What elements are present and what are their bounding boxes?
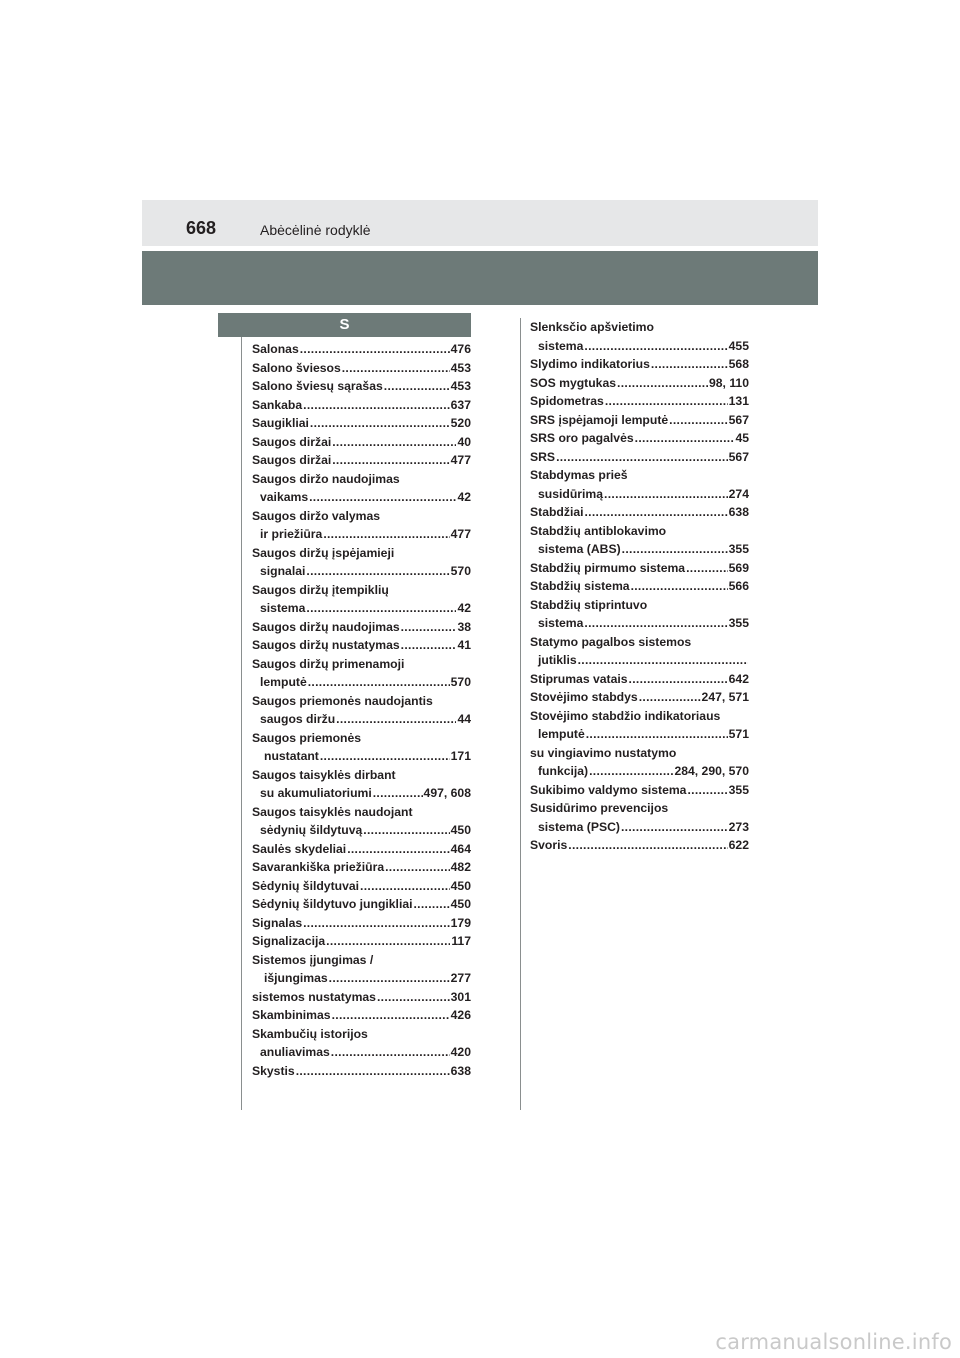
- page-reference: 117: [451, 934, 471, 948]
- index-entry-heading: Susidūrimo prevencijos: [530, 801, 669, 815]
- index-entry: [252, 969, 471, 988]
- page-reference: 355: [728, 542, 749, 556]
- letter-heading: S: [218, 313, 471, 337]
- index-term: Salono šviesų sąrašas: [252, 379, 383, 393]
- index-entry: [530, 836, 749, 855]
- page-reference: 450: [450, 897, 471, 911]
- index-entry-heading: Saugos diržų įspėjamieji: [252, 545, 395, 560]
- dot-leader: [568, 836, 727, 855]
- dot-leader: [617, 374, 708, 393]
- index-term: lemputė: [260, 675, 307, 689]
- index-entry: [252, 396, 471, 415]
- index-entry-heading: Statymo pagalbos sistemos: [530, 634, 692, 649]
- index-entry: [252, 359, 471, 378]
- dot-leader: [373, 784, 423, 803]
- index-term: sistema (PSC): [538, 819, 620, 834]
- dot-leader: [401, 636, 457, 655]
- index-term: sistemos nustatymas: [252, 989, 376, 1004]
- dot-leader: [331, 1043, 450, 1062]
- page-reference: 247, 571: [701, 690, 749, 704]
- index-term: Saugos diržų nustatymas: [252, 638, 400, 652]
- dot-leader: [629, 670, 728, 689]
- page-reference: 277: [450, 971, 471, 985]
- page-reference: 40: [457, 434, 471, 449]
- index-entry-heading: Saugos diržo naudojimas: [252, 471, 400, 486]
- page-reference: 569: [728, 560, 749, 575]
- dot-leader: [320, 747, 450, 766]
- index-entry: [530, 818, 749, 837]
- index-term: lemputė: [538, 727, 585, 741]
- page-reference: 420: [450, 1045, 471, 1059]
- index-entry: [252, 914, 471, 933]
- page-reference: 355: [728, 616, 749, 630]
- index-entry: [530, 337, 749, 356]
- dot-leader: [585, 503, 728, 522]
- page-reference: 42: [457, 490, 471, 504]
- index-entry: [252, 821, 471, 840]
- header-bar: [142, 200, 818, 246]
- index-term: Saugos diržai: [252, 453, 332, 467]
- page-reference: 520: [450, 416, 471, 430]
- dot-leader: [332, 451, 449, 470]
- page-reference: 570: [450, 564, 471, 578]
- index-entry: [530, 429, 749, 448]
- index-entry: [252, 488, 471, 507]
- watermark: carmanualsonline.info: [715, 1330, 952, 1354]
- index-term: Sėdynių šildytuvo jungikliai: [252, 897, 413, 911]
- index-entry: [530, 392, 749, 411]
- dot-leader: [669, 411, 727, 430]
- index-term: su akumuliatoriumi: [260, 786, 372, 800]
- page-reference: 450: [450, 823, 471, 837]
- dot-leader: [323, 525, 449, 544]
- index-entry-heading: Skambučių istorijos: [252, 1026, 368, 1041]
- index-term: Slydimo indikatorius: [530, 357, 650, 371]
- page-reference: 482: [450, 860, 471, 874]
- left-index-column: [252, 340, 471, 1080]
- index-term: išjungimas: [264, 971, 328, 985]
- index-term: nustatant: [264, 749, 319, 763]
- dot-leader: [651, 355, 728, 374]
- dot-leader: [347, 840, 449, 859]
- dot-leader: [639, 688, 701, 707]
- page-reference: 41: [457, 638, 471, 652]
- index-term: sistema (ABS): [538, 542, 621, 556]
- page-reference: 44: [457, 712, 471, 726]
- page-reference: 477: [450, 527, 471, 541]
- index-term: Svoris: [530, 838, 568, 852]
- index-term: Spidometras: [530, 394, 604, 408]
- index-term: Stabdžių pirmumo sistema: [530, 560, 686, 575]
- page-reference: 355: [728, 782, 749, 797]
- index-entry-heading: Stovėjimo stabdžio indikatoriaus: [530, 708, 721, 723]
- index-term: SRS: [530, 449, 556, 464]
- dot-leader: [631, 577, 728, 596]
- index-entry: [530, 411, 749, 430]
- index-term: saugos diržu: [260, 712, 336, 726]
- page-reference: 622: [728, 838, 749, 852]
- index-term: Stabdžių sistema: [530, 579, 630, 593]
- dot-leader: [336, 710, 456, 729]
- dot-leader: [686, 559, 728, 578]
- header-band: [142, 251, 818, 305]
- index-entry-heading: Stabdžių stiprintuvo: [530, 597, 648, 612]
- index-entry: [530, 503, 749, 522]
- page-reference: 455: [728, 338, 749, 353]
- page-reference: 638: [728, 505, 749, 519]
- page-reference: 426: [450, 1008, 471, 1022]
- index-entry: [252, 877, 471, 896]
- page-reference: 638: [450, 1063, 471, 1078]
- index-term: Saulės skydeliai: [252, 841, 347, 856]
- index-entry-heading: Saugos diržo valymas: [252, 508, 381, 523]
- index-term: Savarankiška priežiūra: [252, 860, 385, 874]
- index-entry-heading: Saugos diržų primenamoji: [252, 656, 405, 671]
- index-term: Signalas: [252, 915, 303, 930]
- index-entry: [530, 448, 749, 467]
- page-reference: 453: [450, 360, 471, 375]
- page-reference: 567: [728, 412, 749, 427]
- dot-leader: [300, 340, 450, 359]
- index-term: sistema: [538, 338, 584, 353]
- index-entry: [252, 1006, 471, 1025]
- dot-leader: [401, 618, 457, 637]
- index-entry-heading: Sistemos įjungimas /: [252, 952, 374, 967]
- dot-leader: [556, 448, 728, 467]
- index-entry: [530, 688, 749, 707]
- left-column-rule: [241, 337, 242, 1110]
- index-entry: [252, 988, 471, 1007]
- page-reference: 476: [450, 342, 471, 356]
- page-reference: 642: [728, 671, 749, 686]
- dot-leader: [622, 540, 728, 559]
- index-entry: [530, 670, 749, 689]
- page-reference: 171: [450, 749, 471, 763]
- dot-leader: [332, 433, 456, 452]
- dot-leader: [363, 821, 449, 840]
- index-entry: [252, 784, 471, 803]
- index-term: Salonas: [252, 342, 299, 356]
- index-entry: [530, 762, 749, 781]
- index-term: Skambinimas: [252, 1008, 331, 1022]
- page-reference: 179: [450, 915, 471, 930]
- index-entry-heading: Saugos priemonės: [252, 730, 362, 745]
- index-entry: [252, 414, 471, 433]
- index-term: Sėdynių šildytuvai: [252, 878, 360, 893]
- dot-leader: [584, 614, 727, 633]
- index-entry-heading: Stabdžių antiblokavimo: [530, 523, 667, 538]
- index-term: sistema: [260, 601, 306, 615]
- middle-column-rule: [520, 318, 521, 1110]
- page-reference: 568: [728, 357, 749, 371]
- dot-leader: [306, 562, 449, 581]
- index-entry: [252, 1062, 471, 1081]
- index-term: susidūrimą: [538, 486, 604, 501]
- index-entry-heading: Saugos priemonės naudojantis: [252, 693, 433, 708]
- page-reference: 274: [728, 486, 749, 501]
- dot-leader: [296, 1062, 450, 1081]
- page-reference: 45: [735, 431, 749, 445]
- index-entry: [530, 559, 749, 578]
- right-index-column: [530, 318, 749, 855]
- dot-leader: [303, 396, 450, 415]
- page-reference: 570: [450, 675, 471, 689]
- dot-leader: [635, 429, 735, 448]
- index-entry-heading: su vingiavimo nustatymo: [530, 745, 677, 760]
- index-term: Signalizacija: [252, 934, 326, 948]
- index-term: Stabdžiai: [530, 505, 584, 519]
- page-reference: 566: [728, 579, 749, 593]
- index-term: SRS įspėjamoji lemputė: [530, 412, 669, 427]
- dot-leader: [310, 414, 450, 433]
- page-reference: 450: [450, 878, 471, 893]
- index-term: jutiklis: [538, 653, 577, 667]
- index-entry: [252, 340, 471, 359]
- dot-leader: [385, 858, 450, 877]
- index-term: funkcija): [538, 764, 589, 778]
- index-term: Salono šviesos: [252, 360, 341, 375]
- index-entry: [252, 433, 471, 452]
- dot-leader: [621, 818, 728, 837]
- index-term: Saugos diržai: [252, 434, 332, 449]
- index-entry: [252, 1043, 471, 1062]
- index-entry: [252, 636, 471, 655]
- page-reference: 42: [457, 601, 471, 615]
- page-reference: 464: [450, 841, 471, 856]
- index-entry: [530, 577, 749, 596]
- index-term: SRS oro pagalvės: [530, 431, 634, 445]
- index-term: Saugos diržų naudojimas: [252, 619, 400, 634]
- dot-leader: [586, 725, 728, 744]
- index-entry: [252, 618, 471, 637]
- page-reference: 273: [728, 819, 749, 834]
- index-entry-heading: Stabdymas prieš: [530, 468, 628, 482]
- index-entry: [530, 725, 749, 744]
- index-term: Saugikliai: [252, 416, 309, 430]
- index-term: Sankaba: [252, 397, 303, 412]
- dot-leader: [414, 895, 450, 914]
- dot-leader: [377, 988, 450, 1007]
- index-entry: [252, 932, 471, 951]
- index-term: SOS mygtukas: [530, 375, 617, 390]
- dot-leader: [384, 377, 450, 396]
- index-entry: [530, 651, 749, 670]
- index-entry: [530, 614, 749, 633]
- index-entry: [530, 781, 749, 800]
- index-entry: [252, 525, 471, 544]
- dot-leader: [306, 599, 456, 618]
- index-term: ir priežiūra: [260, 527, 323, 541]
- index-entry-heading: Saugos taisyklės naudojant: [252, 804, 413, 819]
- page-reference: 301: [450, 989, 471, 1004]
- index-entry: [252, 599, 471, 618]
- page-reference: 567: [728, 449, 749, 464]
- dot-leader: [332, 1006, 450, 1025]
- page-reference: 453: [450, 379, 471, 393]
- page-number: 668: [186, 218, 217, 238]
- index-entry: [252, 377, 471, 396]
- index-term: Skystis: [252, 1063, 295, 1078]
- index-term: Sukibimo valdymo sistema: [530, 782, 687, 797]
- page-reference: 477: [450, 453, 471, 467]
- dot-leader: [303, 914, 450, 933]
- index-entry: [252, 747, 471, 766]
- dot-leader: [604, 485, 728, 504]
- page-reference: 571: [728, 727, 749, 741]
- page-reference: 98, 110: [709, 375, 749, 390]
- page-reference: 38: [457, 619, 471, 634]
- page-reference: 131: [728, 394, 749, 408]
- index-entry: [252, 710, 471, 729]
- index-entry: [252, 895, 471, 914]
- dot-leader: [360, 877, 450, 896]
- dot-leader: [309, 488, 456, 507]
- index-term: anuliavimas: [260, 1045, 330, 1059]
- page-reference: 284, 290, 570: [674, 764, 749, 778]
- index-term: signalai: [260, 564, 306, 578]
- index-term: sėdynių šildytuvą: [260, 823, 363, 837]
- index-entry: [252, 451, 471, 470]
- index-term: Stovėjimo stabdys: [530, 690, 638, 704]
- section-title: Abėcėlinė rodyklė: [260, 222, 371, 238]
- dot-leader: [329, 969, 450, 988]
- dot-leader: [605, 392, 728, 411]
- index-entry-heading: Saugos diržų įtempiklių: [252, 582, 389, 597]
- dot-leader: [578, 651, 748, 670]
- index-entry-heading: Saugos taisyklės dirbant: [252, 767, 396, 782]
- dot-leader: [342, 359, 450, 378]
- index-entry-heading: Slenksčio apšvietimo: [530, 320, 654, 334]
- index-term: Stiprumas vatais: [530, 671, 628, 686]
- index-entry: [530, 374, 749, 393]
- page-reference: 637: [450, 397, 471, 412]
- dot-leader: [584, 337, 727, 356]
- index-entry: [530, 540, 749, 559]
- index-entry: [252, 840, 471, 859]
- page-reference: 497, 608: [423, 786, 471, 800]
- index-entry: [530, 485, 749, 504]
- index-term: sistema: [538, 616, 584, 630]
- index-entry: [530, 355, 749, 374]
- dot-leader: [687, 781, 727, 800]
- index-entry: [252, 858, 471, 877]
- index-term: vaikams: [260, 490, 309, 504]
- dot-leader: [308, 673, 450, 692]
- dot-leader: [326, 932, 450, 951]
- dot-leader: [589, 762, 673, 781]
- index-entry: [252, 673, 471, 692]
- index-entry: [252, 562, 471, 581]
